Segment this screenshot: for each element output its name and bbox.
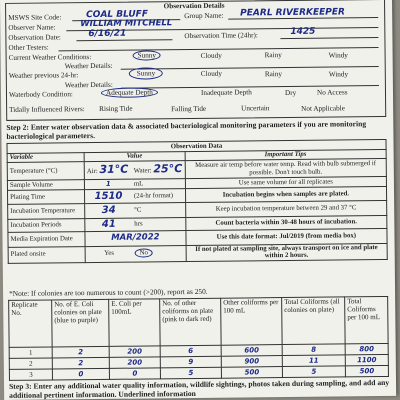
- air-temp-value: 31°C: [99, 162, 129, 177]
- observer-value: WILLIAM MITCHELL: [80, 18, 173, 30]
- inc-temp-value: 34: [101, 205, 116, 217]
- observer-label: Observer Name:: [8, 23, 56, 32]
- waterbody-adequate[interactable]: Adequate Depth: [101, 87, 158, 98]
- tip-inc-temp: Keep incubation temperature between 29 and 37 °C: [185, 200, 386, 217]
- cell: 200: [109, 346, 160, 358]
- col-other-plate: No. of other coliforms on plate (pink to dark red): [160, 298, 221, 346]
- row-volume-var: Sample Volume: [7, 180, 84, 191]
- cell: 500: [221, 367, 282, 379]
- weather-sunny[interactable]: Sunny: [133, 50, 161, 61]
- cell: 900: [221, 356, 282, 368]
- prev-details-label: Weather Details:: [64, 80, 113, 90]
- media-exp-value: MAR/2022: [111, 231, 160, 243]
- tidal-falling[interactable]: Falling Tide: [171, 104, 207, 114]
- cell: 0: [109, 368, 160, 380]
- prev-sunny[interactable]: Sunny: [129, 67, 164, 80]
- site-code-label: MSWS Site Code:: [8, 13, 62, 22]
- hdr-value: Value: [84, 152, 185, 162]
- tip-onsite: If not plated at sampling site, always transport on ice and plate within 2 hours.: [186, 243, 387, 262]
- prev-rainy[interactable]: Rainy: [264, 70, 283, 79]
- date-value: 6/16/21: [88, 28, 127, 40]
- row-media-var: Media Expiration Date: [8, 231, 85, 247]
- tip-plating: Incubation begins when samples are plated.: [185, 186, 386, 202]
- cell: 5: [282, 366, 345, 378]
- air-label: Air:: [86, 168, 98, 176]
- row-inc-temp-var: Incubation Temperature: [8, 204, 85, 220]
- prev-windy[interactable]: Windy: [328, 70, 349, 79]
- col-replicate: Replicate No.: [9, 300, 52, 347]
- tidal-rising[interactable]: Rising Tide: [99, 104, 133, 113]
- tip-media: Use this date format: Jul/2019 (from media box): [186, 228, 387, 245]
- colonies-table: [8, 296, 389, 381]
- plating-time-value: 1510: [94, 190, 123, 202]
- testers-label: Other Testers:: [8, 43, 49, 52]
- cell: 11: [282, 355, 345, 367]
- cell: 9: [160, 356, 221, 368]
- weather-windy[interactable]: Windy: [328, 51, 348, 60]
- col-total-plate: Total Coliforms (all colonies on plate): [282, 297, 345, 345]
- weather-cloudy[interactable]: Cloudy: [200, 51, 222, 60]
- tidal-label: Tidally Influenced Rivers:: [9, 105, 85, 114]
- tip-temp: Measure air temp before water temp. Read with bulb submerged if possible. Don't touch bulb.: [185, 158, 386, 178]
- cell: 2: [52, 357, 109, 369]
- cell: 500: [345, 365, 388, 376]
- waterbody-no-access[interactable]: No Access: [316, 88, 348, 97]
- waterbody-inadequate[interactable]: Inadequate Depth: [200, 88, 252, 97]
- details-title: Observation Details: [163, 1, 225, 11]
- row-plating-var: Plating Time: [7, 190, 84, 205]
- weather-details-label: Weather Details:: [64, 61, 113, 71]
- group-label: Group Name:: [184, 11, 224, 21]
- waterbody-dry[interactable]: Dry: [284, 88, 297, 98]
- cell: 8: [282, 344, 345, 356]
- group-value: PEARL RIVERKEEPER: [240, 7, 345, 19]
- step2-heading: Step 2: Enter water observation data & associated bacteriological monitoring parameters if you are monitoring bacteriological parameters.: [6, 119, 367, 141]
- row-temp-var: Temperature (°C): [7, 162, 84, 181]
- hdr-variable: Variable: [7, 153, 84, 163]
- tip-inc-period: Count bacteria within 30-48 hours of incubation.: [186, 215, 387, 230]
- cell: 2: [52, 346, 109, 358]
- cell: 1100: [345, 354, 388, 365]
- time-value: 1425: [290, 26, 316, 37]
- volume-unit: mL: [132, 179, 185, 190]
- plating-unit: (24-hr format): [132, 189, 185, 204]
- weather-label: Current Weather Conditions:: [8, 53, 92, 62]
- hdr-tips: Important Tips: [185, 149, 386, 160]
- too-numerous-note: *Note: If colonies are too numerous to count (>200), report as 250.: [9, 286, 208, 298]
- water-label: Water:: [133, 167, 152, 175]
- cell: 2: [9, 358, 52, 369]
- tidal-not-applicable[interactable]: Not Applicable: [301, 104, 345, 113]
- cell: 0: [52, 368, 109, 380]
- onsite-no[interactable]: No: [135, 249, 153, 258]
- tip-volume: Use same volume for all replicates: [185, 176, 386, 188]
- volume-value: 1: [105, 179, 111, 188]
- row-onsite-var: Plated onsite: [8, 246, 85, 263]
- waterbody-label: Waterbody Condition:: [8, 90, 73, 99]
- tidal-uncertain[interactable]: Uncertain: [241, 104, 270, 113]
- cell: 1: [9, 347, 52, 358]
- row-inc-period-var: Incubation Periods: [8, 219, 85, 232]
- inc-period-unit: hrs: [132, 218, 185, 231]
- col-ecoli-plate: No. of E. Coli colonies on plate (blue to purple): [52, 299, 109, 347]
- site-code-value: COAL BLUFF: [86, 9, 149, 21]
- inc-period-value: 41: [101, 218, 116, 230]
- col-other-100ml: Other coliforms per 100 mL: [221, 298, 282, 346]
- obs-table-title: Observation Data: [7, 139, 386, 153]
- cell: 600: [221, 345, 282, 357]
- prev-weather-label: Weather previous 24-hr:: [8, 71, 79, 80]
- inc-temp-unit: °C: [132, 203, 185, 219]
- col-ecoli-100ml: E. Coli per 100mL: [109, 299, 160, 347]
- cell: 800: [345, 343, 388, 354]
- observation-data-table: [6, 139, 387, 264]
- date-label: Observation Date:: [8, 33, 61, 42]
- onsite-yes[interactable]: Yes: [85, 246, 133, 263]
- cell: 6: [160, 345, 221, 357]
- weather-rainy[interactable]: Rainy: [264, 51, 282, 60]
- col-total-100ml: Total Coliforms per 100 mL: [345, 296, 388, 343]
- time-label: Observation Time (24hr):: [184, 31, 258, 41]
- cell: 5: [160, 367, 221, 379]
- step3-heading: Step 3: Enter any additional water quality information, wildlife sightings, photos taken during sampling, and add any additional pertinent information. Underlined information: [8, 377, 390, 400]
- water-temp-value: 25°C: [153, 162, 183, 176]
- prev-cloudy[interactable]: Cloudy: [200, 69, 222, 78]
- cell: 200: [109, 357, 160, 369]
- cell: 3: [9, 369, 52, 380]
